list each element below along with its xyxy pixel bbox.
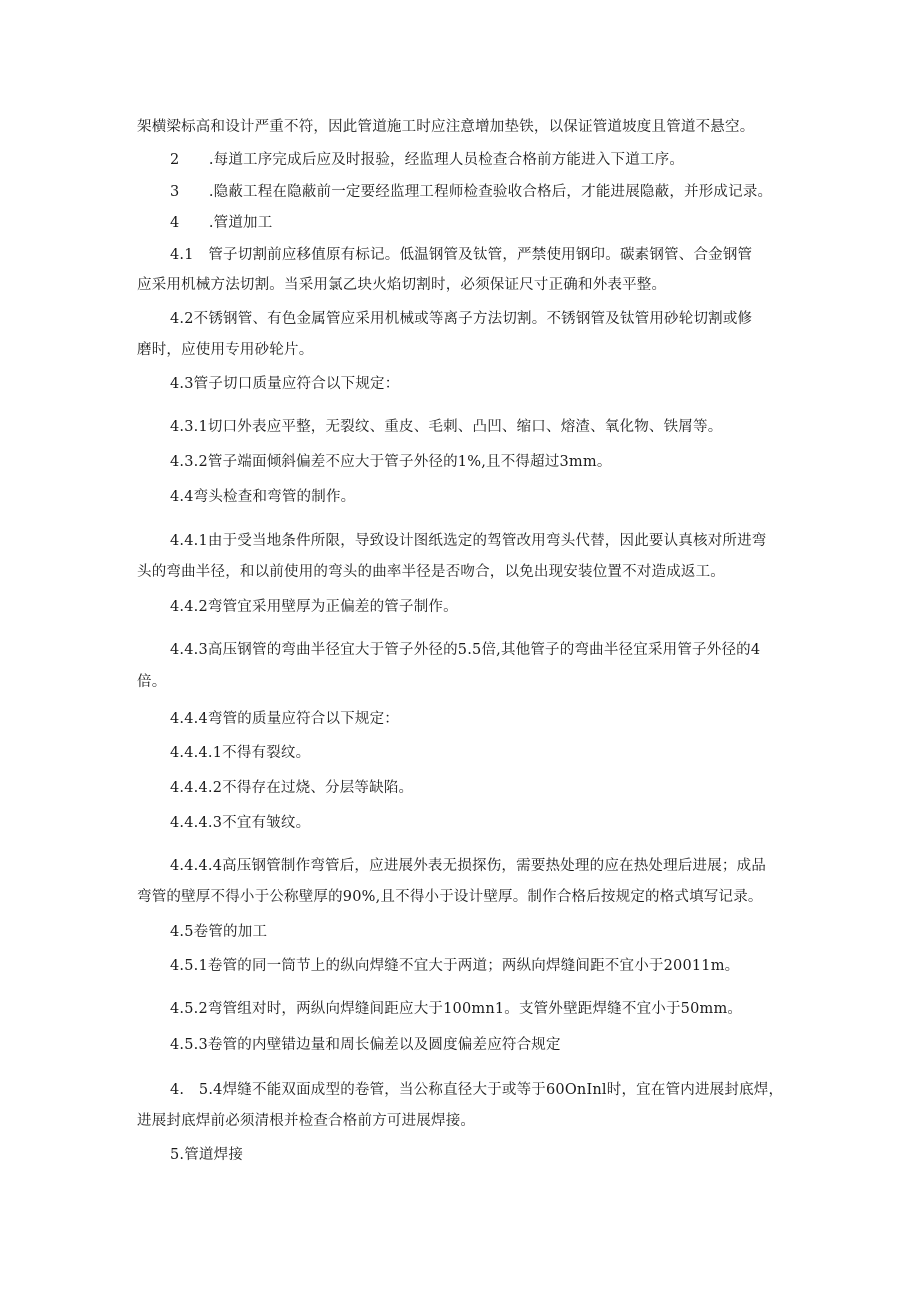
text-line-26: 4.5.2弯管组对时，两纵向焊缝间距应大于100mn1。支管外壁距焊缝不宜小于50mm。 bbox=[170, 1001, 743, 1017]
text-line-29: 进展封底焊前必须清根并检查合格前方可进展焊接。 bbox=[137, 1113, 476, 1129]
text-line-10: 4.3.1切口外表应平整，无裂纹、重皮、毛刺、凸凹、缩口、熔渣、氧化物、铁屑等。 bbox=[170, 419, 723, 435]
text-line-14: 头的弯曲半径，和以前使用的弯头的曲率半径是否吻合，以免出现安装位置不对造成返工。 bbox=[137, 564, 725, 580]
text-line-15: 4.4.2弯管宜采用壁厚为正偏差的管子制作。 bbox=[170, 599, 458, 615]
text-line-19: 4.4.4.1不得有裂纹。 bbox=[170, 745, 311, 761]
text-line-3: 3 .隐蔽工程在隐蔽前一定要经监理工程师检查验收合格后，才能进展隐蔽，并形成记录。 bbox=[170, 184, 773, 200]
text-line-21: 4.4.4.3不宜有皱纹。 bbox=[170, 815, 311, 831]
text-line-25: 4.5.1卷管的同一筒节上的纵向焊缝不宜大于两道；两纵向焊缝间距不宜小于20011m。 bbox=[170, 958, 740, 974]
text-line-20: 4.4.4.2不得存在过烧、分层等缺陷。 bbox=[170, 780, 414, 796]
text-line-11: 4.3.2管子端面倾斜偏差不应大于管子外径的1%,且不得超过3mm。 bbox=[170, 454, 612, 470]
text-line-1: 架横梁标高和设计严重不符，因此管道施工时应注意增加垫铁，以保证管道坡度且管道不悬空。 bbox=[137, 119, 755, 135]
section-heading-5: 5.管道焊接 bbox=[170, 1147, 244, 1163]
text-line-18: 4.4.4弯管的质量应符合以下规定： bbox=[170, 711, 399, 727]
text-line-2: 2 .每道工序完成后应及时报验，经监理人员检查合格前方能进入下道工序。 bbox=[170, 152, 685, 168]
text-line-12: 4.4弯头检查和弯管的制作。 bbox=[170, 489, 356, 505]
text-line-6: 应采用机械方法切割。当采用氯乙块火焰切割时，必须保证尺寸正确和外表平整。 bbox=[137, 277, 667, 293]
text-line-27: 4.5.3卷管的内壁错边量和周长偏差以及圆度偏差应符合规定 bbox=[170, 1037, 561, 1053]
text-line-17: 倍。 bbox=[137, 674, 167, 690]
text-line-28: 4. 5.4焊缝不能双面成型的卷管，当公称直径大于或等于60OnInl时，宜在管内进展封底焊， bbox=[170, 1082, 784, 1098]
text-line-7: 4.2不锈钢管、有色金属管应采用机械或等离子方法切割。不锈钢管及钛管用砂轮切割或修 bbox=[170, 311, 753, 327]
text-line-8: 磨时，应使用专用砂轮片。 bbox=[137, 342, 314, 358]
text-line-23: 弯管的壁厚不得小于公称壁厚的90%,且不得小于设计壁厚。制作合格后按规定的格式填写记录。 bbox=[137, 889, 763, 905]
text-line-22: 4.4.4.4高压钢管制作弯管后，应进展外表无损探伤，需要热处理的应在热处理后进展；成品 bbox=[170, 858, 767, 874]
text-line-5: 4.1 管子切割前应移值原有标记。低温钢管及钛管，严禁使用钢印。碳素钢管、合金钢管 bbox=[170, 247, 753, 263]
section-heading-4: 4 .管道加工 bbox=[170, 215, 273, 231]
text-line-16: 4.4.3高压钢管的弯曲半径宜大于管子外径的5.5倍,其他管子的弯曲半径宜采用管子外径的4 bbox=[170, 642, 761, 658]
text-line-24: 4.5卷管的加工 bbox=[170, 924, 268, 940]
text-line-9: 4.3管子切口质量应符合以下规定： bbox=[170, 376, 400, 392]
text-line-13: 4.4.1由于受当地条件所限，导致设计图纸选定的驾管改用弯头代替，因此要认真核对所进弯 bbox=[170, 533, 767, 549]
